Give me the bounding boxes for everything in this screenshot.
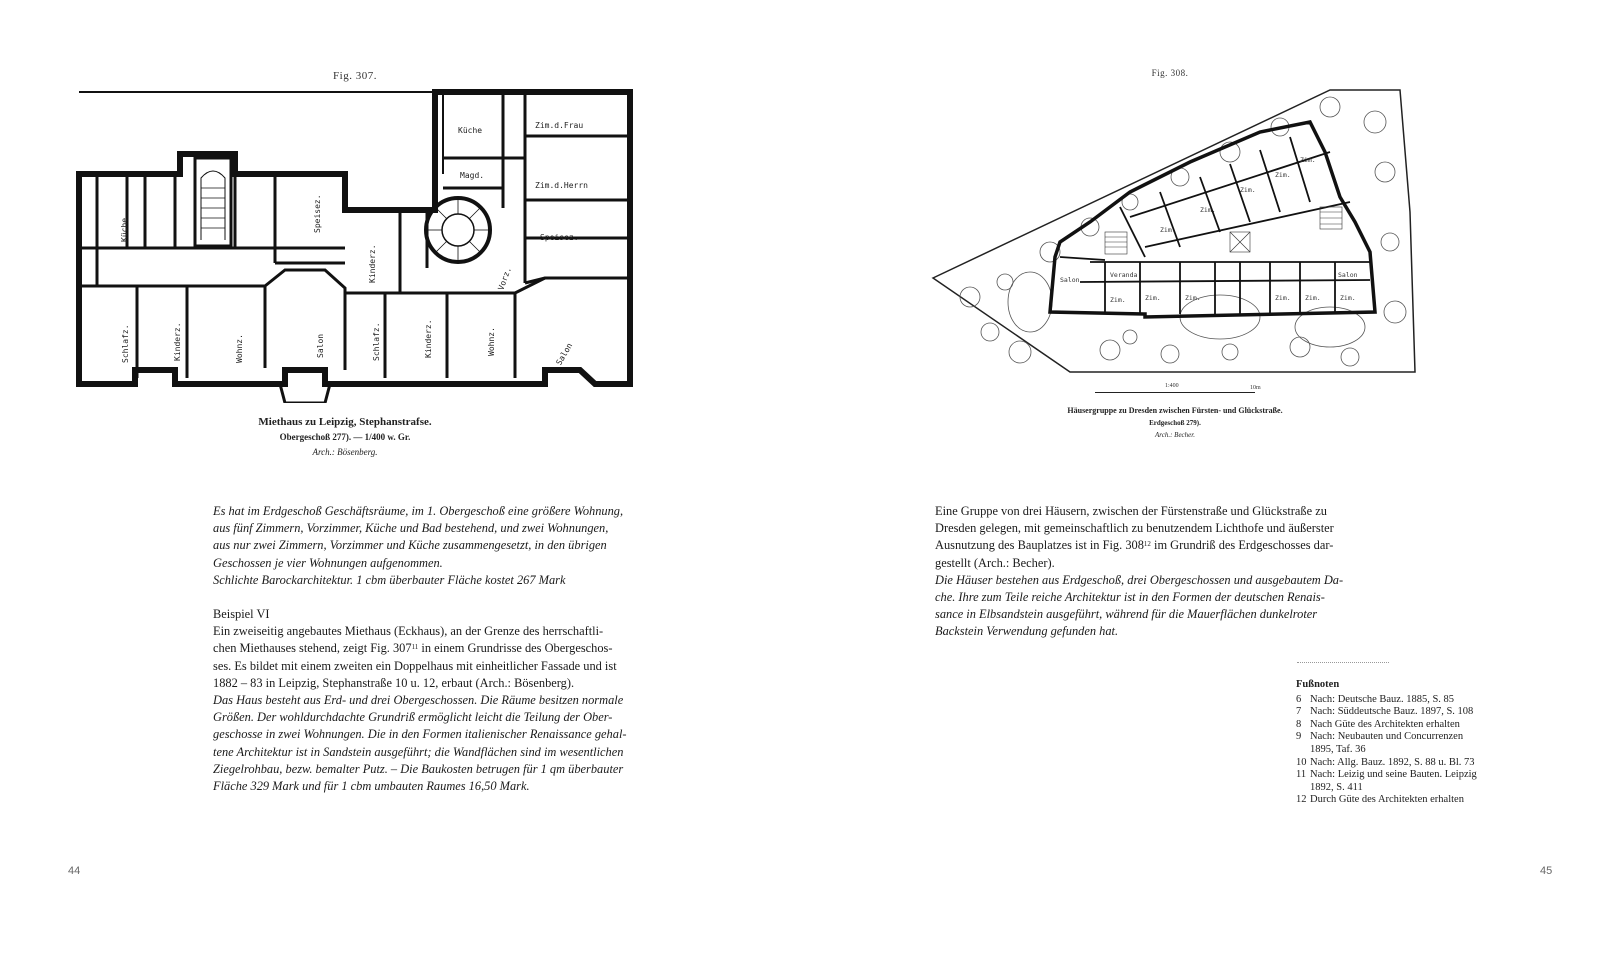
room-label: Magd.	[460, 171, 485, 180]
text-line: aus nur zwei Zimmern, Vorzimmer und Küche zusammengesetzt, in den übrigen	[213, 538, 607, 553]
text-line: Größen. Der wohldurchdachte Grundriß ermöglicht leicht die Teilung der Ober-	[213, 710, 613, 725]
text-line: Es hat im Erdgeschoß Geschäftsräume, im 1. Obergeschoß eine größere Wohnung,	[213, 504, 624, 518]
floor-plan-leipzig	[75, 88, 635, 403]
figure-label-307: Fig. 307.	[333, 70, 377, 82]
page-number-left: 44	[68, 865, 81, 877]
room-label: Wohnz.	[235, 334, 244, 363]
text-line: tene Architektur ist in Sandstein ausgeführt; die Wandflächen sind im wesentlichen	[213, 744, 624, 759]
room-label: Zim.	[1305, 294, 1321, 302]
caption-arch: Arch.: Bösenberg.	[312, 447, 378, 457]
room-label: Vorz.	[496, 265, 514, 292]
text-line: chen Miethauses stehend, zeigt Fig. $307^{11}$ in einem Grundrisse des Obergeschos-	[213, 641, 613, 656]
scale-unit: 10m	[1250, 385, 1261, 391]
footnotes-title: Fußnoten	[1296, 679, 1340, 690]
footnote-ref: 12	[1143, 540, 1151, 549]
room-label: Veranda	[1110, 271, 1138, 279]
room-label: Zim.	[1340, 294, 1356, 302]
footnote-item: 1895, Taf. 36	[1310, 743, 1366, 755]
footnote-ref: 11	[411, 643, 419, 652]
room-label: Zim.	[1275, 294, 1291, 302]
caption-title: Miethaus zu Leipzig, Stephanstrafse.	[258, 416, 432, 428]
room-label: Salon	[316, 333, 325, 358]
site-plan-dresden	[930, 82, 1420, 382]
footnote-divider	[1297, 662, 1389, 663]
room-label: Küche	[120, 217, 129, 242]
text-line: geschosse in zwei Wohnungen. Die in den Formen italienischer Renaissance gehal-	[213, 727, 627, 742]
room-label: Zim.	[1200, 206, 1216, 214]
plan-caption-307	[215, 415, 475, 460]
text-line: che. Ihre zum Teile reiche Architektur ist in den Formen der deutschen Renais-	[935, 590, 1325, 605]
text-line: aus fünf Zimmern, Vorzimmer, Küche und Bad bestehend, und zwei Wohnungen,	[213, 521, 609, 536]
text-line: gestellt (Arch.: Becher).	[935, 555, 1055, 570]
plan-caption-308	[1030, 405, 1320, 441]
room-label: Kinderz.	[424, 319, 433, 358]
text-line: Backstein Verwendung gefunden hat.	[935, 624, 1119, 639]
page-number-right: 45	[1540, 865, 1553, 877]
footnote-item: 8 Nach Güte des Architekten erhalten	[1296, 718, 1460, 730]
text-line: Ziegelrohbau, bezw. bemalter Putz. – Die Baukosten betrugen für 1 qm überbauter	[213, 761, 624, 776]
scale-bar	[1095, 383, 1275, 403]
room-label: Schlafz.	[372, 322, 381, 361]
room-label: Salon	[554, 341, 575, 367]
text-line: Ein zweiseitig angebautes Miethaus (Eckhaus), an der Grenze des herrschaftli-	[213, 624, 604, 639]
caption-arch: Arch.: Becher.	[1155, 431, 1195, 439]
footnote-item: 1892, S. 411	[1310, 781, 1363, 793]
room-label: Salon	[1060, 276, 1080, 284]
footnotes-block	[1296, 679, 1526, 807]
text-line: Ausnutzung des Bauplatzes ist in Fig. $308^{12}$ im Grundriß des Erdgeschosses dar-	[935, 538, 1334, 553]
text-line: Fläche 329 Mark und für 1 cbm umbauten Raumes 16,50 Mark.	[213, 779, 530, 794]
right-body-text	[935, 503, 1370, 641]
figure-label-308: Fig. 308.	[1151, 68, 1189, 78]
room-label: Zim.d.Frau	[535, 121, 584, 130]
text-line: Die Häuser bestehen aus Erdgeschoß, drei Obergeschossen und ausgebautem Da-	[935, 572, 1344, 587]
footnote-item: 12 Durch Güte des Architekten erhalten	[1296, 794, 1464, 806]
text-line: 1882 – 83 in Leipzig, Stephanstraße 10 u. 12, erbaut (Arch.: Bösenberg).	[213, 675, 575, 690]
room-label: Speisez.	[540, 233, 579, 242]
footnote-item: 9 Nach: Neubauten und Concurrenzen	[1296, 731, 1464, 743]
text-line: Dresden gelegen, mit gemeinschaftlich zu benutzendem Lichthofe und äußerster	[935, 521, 1334, 536]
room-label: Wohnz.	[487, 327, 496, 356]
footnote-item: 6 Nach: Deutsche Bauz. 1885, S. 85	[1296, 693, 1455, 705]
room-label: Zim.	[1145, 294, 1161, 302]
text-line: Das Haus besteht aus Erd- und drei Obergeschossen. Die Räume besitzen normale	[213, 693, 624, 708]
text-line: Eine Gruppe von drei Häusern, zwischen der Fürstenstraße und Glückstraße zu	[935, 504, 1327, 518]
text-line: ses. Es bildet mit einem zweiten ein Doppelhaus mit einheitlicher Fassade und ist	[213, 658, 617, 673]
room-label: Speisez.	[313, 194, 322, 233]
room-label: Zim.	[1240, 186, 1256, 194]
room-label: Küche	[458, 126, 483, 135]
room-label: Zim.	[1275, 171, 1291, 179]
caption-title: Häusergruppe zu Dresden zwischen Fürsten- und Glückstraße.	[1067, 406, 1283, 415]
left-body-text	[213, 503, 643, 795]
text-line: Geschossen je vier Wohnungen aufgenommen.	[213, 555, 443, 570]
footnote-item: 7 Nach: Süddeutsche Bauz. 1897, S. 108	[1296, 706, 1474, 718]
caption-sub: Obergeschoß 277). — 1/400 w. Gr.	[279, 432, 411, 442]
room-label: Salon	[1338, 271, 1358, 279]
scale-label: 1:400	[1165, 383, 1179, 389]
footnote-item: 11 Nach: Leizig und seine Bauten. Leipzig	[1296, 769, 1477, 781]
room-label: Schlafz.	[121, 324, 130, 363]
room-label: Zim.	[1160, 226, 1176, 234]
room-label: Zim.	[1110, 296, 1126, 304]
text-line: Schlichte Barockarchitektur. 1 cbm überbauter Fläche kostet 267 Mark	[213, 572, 566, 587]
room-label: Kinderz.	[368, 244, 377, 283]
room-label: Zim.	[1185, 294, 1201, 302]
section-heading: Beispiel VI	[213, 607, 270, 622]
room-label: Zim.d.Herrn	[535, 181, 588, 190]
room-label: Kinderz.	[173, 322, 182, 361]
room-label: Zim.	[1300, 156, 1316, 164]
footnote-item: 10 Nach: Allg. Bauz. 1892, S. 88 u. Bl. 73	[1296, 756, 1475, 768]
caption-sub: Erdgeschoß 279).	[1149, 419, 1201, 427]
text-line: sance in Elbsandstein ausgeführt, während für die Mauerflächen dunkelroter	[935, 607, 1318, 622]
